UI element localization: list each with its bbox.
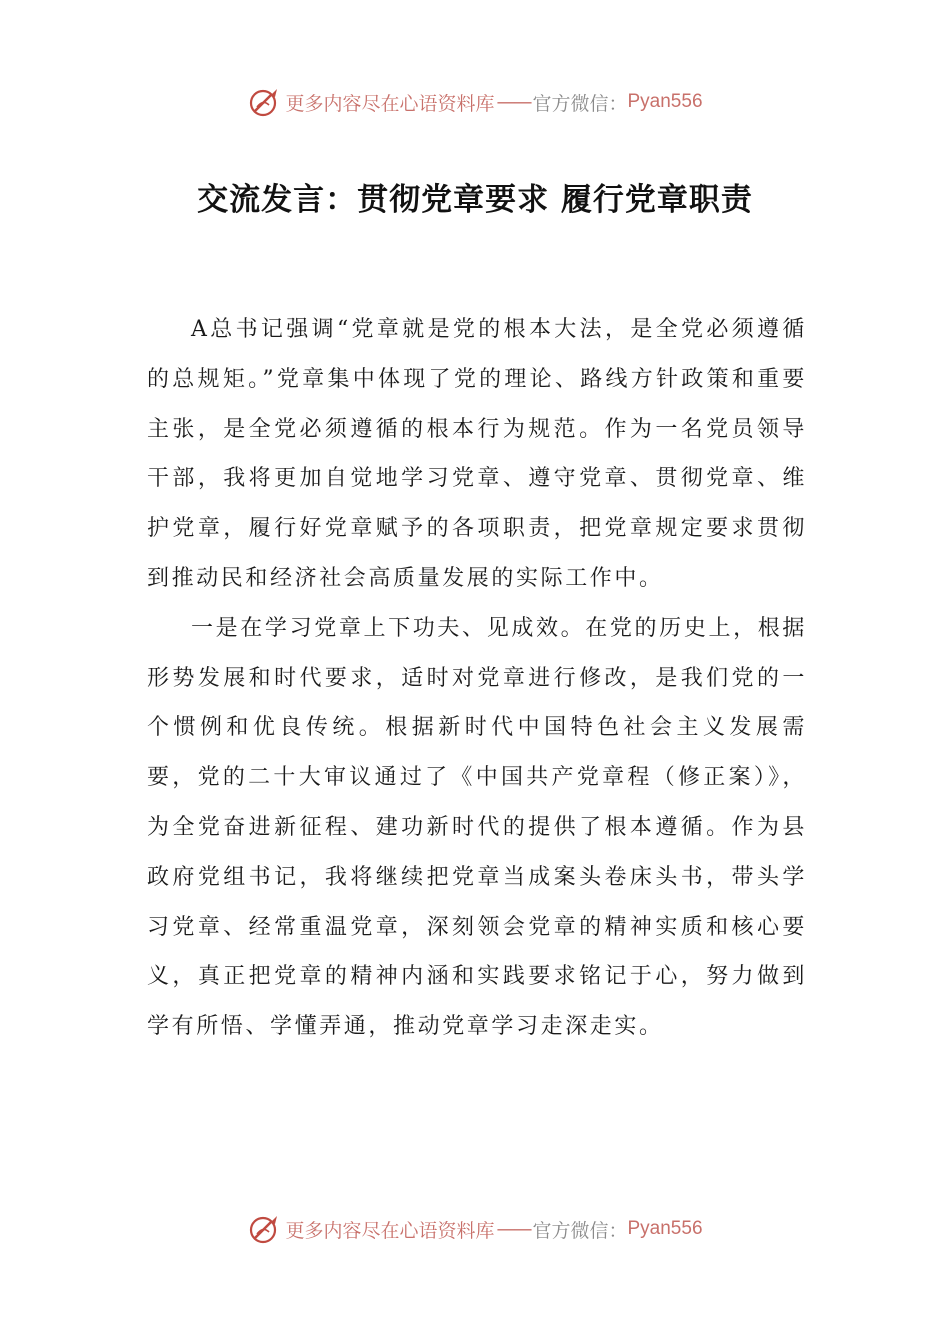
pen-logo-icon bbox=[247, 85, 281, 119]
watermark-dash: —— bbox=[496, 91, 531, 113]
watermark-site-name: 更多内容尽在心语资料库 bbox=[285, 1219, 495, 1242]
header-watermark bbox=[0, 82, 950, 122]
document-title: 交流发言：贯彻党章要求 履行党章职责 bbox=[197, 182, 753, 218]
watermark-label: 官方微信： bbox=[532, 1219, 628, 1242]
paragraph: 一是在学习党章上下功夫、见成效。在党的历史上，根据形势发展和时代要求，适时对党章进行修改，是我们党的一个惯例和优良传统。根据新时代中国特色社会主义发展需要，党的二十大审议通过了《中国共产党章程（修正案）》，为全党奋进新征程、建功新时代的提供了根本遵循。作为县政府党组书记，我将继续把党章当成案头卷床头书，带头学习党章、经常重温党章，深刻领会党章的精神实质和核心要义，真正把党章的精神内涵和实践要求铭记于心，努力做到学有所悟、学懂弄通，推动党章学习走深走实。 bbox=[147, 615, 807, 1040]
watermark-label: 官方微信： bbox=[532, 92, 628, 115]
paragraph: A总书记强调“党章就是党的根本大法，是全党必须遵循的总规矩。”党章集中体现了党的理论、路线方针政策和重要主张，是全党必须遵循的根本行为规范。作为一名党员领导干部，我将更加自觉地学习党章、遵守党章、贯彻党章、维护党章，履行好党章赋予的各项职责，把党章规定要求贯彻到推动民和经济社会高质量发展的实际工作中。 bbox=[147, 317, 807, 591]
watermark-wechat-id: Pyan556 bbox=[627, 91, 703, 112]
document-body bbox=[147, 305, 807, 1052]
watermark-dash: —— bbox=[496, 1218, 531, 1240]
watermark-site-name: 更多内容尽在心语资料库 bbox=[285, 92, 495, 115]
watermark-wechat-id: Pyan556 bbox=[627, 1218, 703, 1239]
footer-watermark bbox=[0, 1209, 950, 1249]
pen-logo-icon bbox=[247, 1212, 281, 1246]
